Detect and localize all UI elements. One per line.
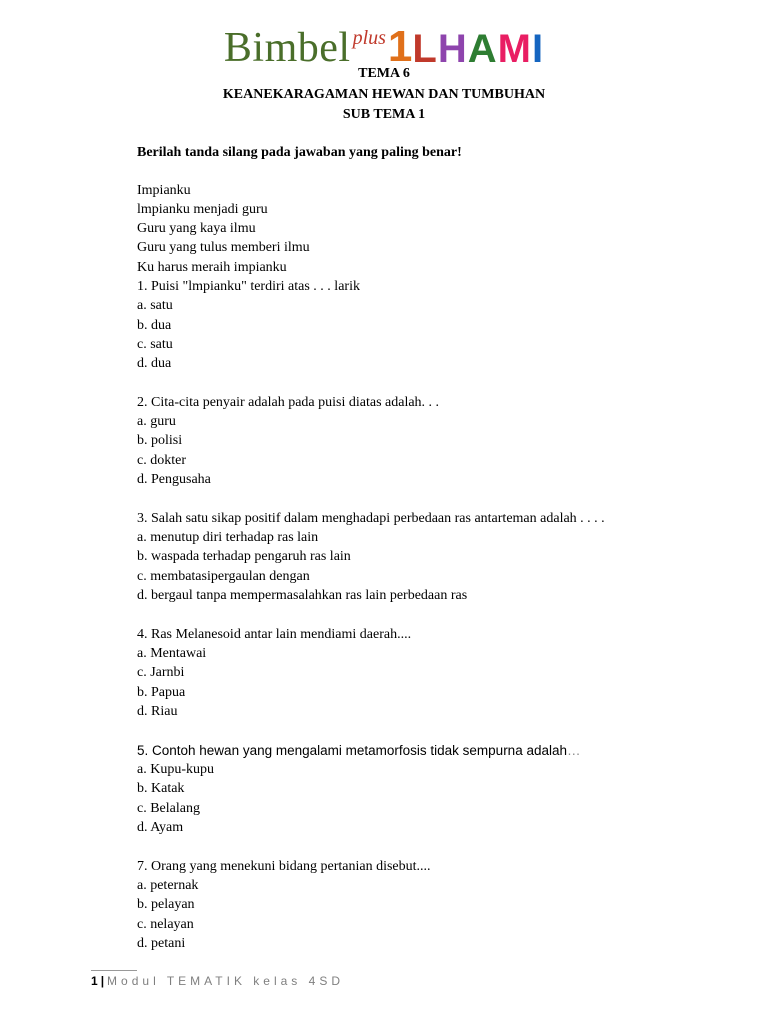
answer-option[interactable]: a. menutup diri terhadap ras lain (137, 530, 319, 545)
answer-option[interactable]: c. satu (137, 337, 173, 352)
answer-option[interactable]: d. Riau (137, 704, 178, 719)
answer-option[interactable]: d. bergaul tanpa mempermasalahkan ras lain perbedaan ras (137, 588, 468, 603)
answer-option[interactable]: b. waspada terhadap pengaruh ras lain (137, 549, 351, 564)
question-text: 4. Ras Melanesoid antar lain mendiami daerah.... (137, 627, 412, 642)
poem-title: Impianku (137, 183, 191, 198)
question-ellipsis: … (567, 743, 581, 758)
logo (0, 22, 768, 71)
answer-option[interactable]: b. Katak (137, 781, 185, 796)
answer-option[interactable]: b. polisi (137, 433, 183, 448)
footer-divider (91, 970, 137, 971)
logo-word: Bimbel (223, 25, 351, 71)
answer-option[interactable]: a. Mentawai (137, 646, 207, 661)
answer-option[interactable]: b. dua (137, 318, 172, 333)
logo-plus: plus (352, 27, 386, 49)
question-text: 7. Orang yang menekuni bidang pertanian disebut.... (137, 859, 431, 874)
poem-line: Guru yang tulus memberi ilmu (137, 240, 310, 255)
answer-option[interactable]: a. guru (137, 414, 176, 429)
question-text: 1. Puisi "lmpianku" terdiri atas . . . larik (137, 279, 360, 294)
logo-one: 1 (387, 22, 413, 71)
answer-option[interactable]: a. peternak (137, 878, 199, 893)
answer-option[interactable]: b. pelayan (137, 897, 195, 912)
footer-separator: | (100, 974, 105, 988)
answer-option[interactable]: d. Pengusaha (137, 472, 211, 487)
answer-option[interactable]: d. dua (137, 356, 172, 371)
question-text (137, 741, 581, 762)
answer-option[interactable]: a. Kupu-kupu (137, 762, 214, 777)
logo-letter: L (412, 27, 438, 71)
question-text: 3. Salah satu sikap positif dalam menghadapi perbedaan ras antarteman adalah . . . . (137, 511, 605, 526)
logo-letter: A (467, 27, 498, 71)
page-number: 1 (91, 974, 98, 988)
answer-option[interactable]: b. Papua (137, 685, 186, 700)
question-text: 2. Cita-cita penyair adalah pada puisi diatas adalah. . . (137, 395, 440, 410)
poem-line: Ku harus meraih impianku (137, 260, 287, 275)
logo-letter: I (531, 27, 545, 71)
answer-option[interactable]: d. petani (137, 936, 186, 951)
logo-letter: H (437, 27, 468, 71)
poem-line: Guru yang kaya ilmu (137, 221, 256, 236)
instruction: Berilah tanda silang pada jawaban yang paling benar! (137, 145, 462, 160)
answer-option[interactable]: a. satu (137, 298, 173, 313)
answer-option[interactable]: c. membatasipergaulan dengan (137, 569, 310, 584)
subtema-heading: SUB TEMA 1 (342, 107, 426, 122)
footer-module-label: Modul TEMATIK kelas 4SD (107, 974, 344, 988)
tema-heading: TEMA 6 (358, 66, 410, 81)
answer-option[interactable]: c. Jarnbi (137, 665, 185, 680)
answer-option[interactable]: c. nelayan (137, 917, 194, 932)
page-title: KEANEKARAGAMAN HEWAN DAN TUMBUHAN (222, 87, 546, 102)
poem-line: lmpianku menjadi guru (137, 202, 268, 217)
answer-option[interactable]: c. dokter (137, 453, 186, 468)
answer-option[interactable]: c. Belalang (137, 801, 200, 816)
page-footer (91, 974, 344, 988)
logo-letter: M (497, 27, 532, 71)
answer-option[interactable]: d. Ayam (137, 820, 184, 835)
question-text-main: 5. Contoh hewan yang mengalami metamorfosis tidak sempurna adalah (137, 743, 567, 758)
